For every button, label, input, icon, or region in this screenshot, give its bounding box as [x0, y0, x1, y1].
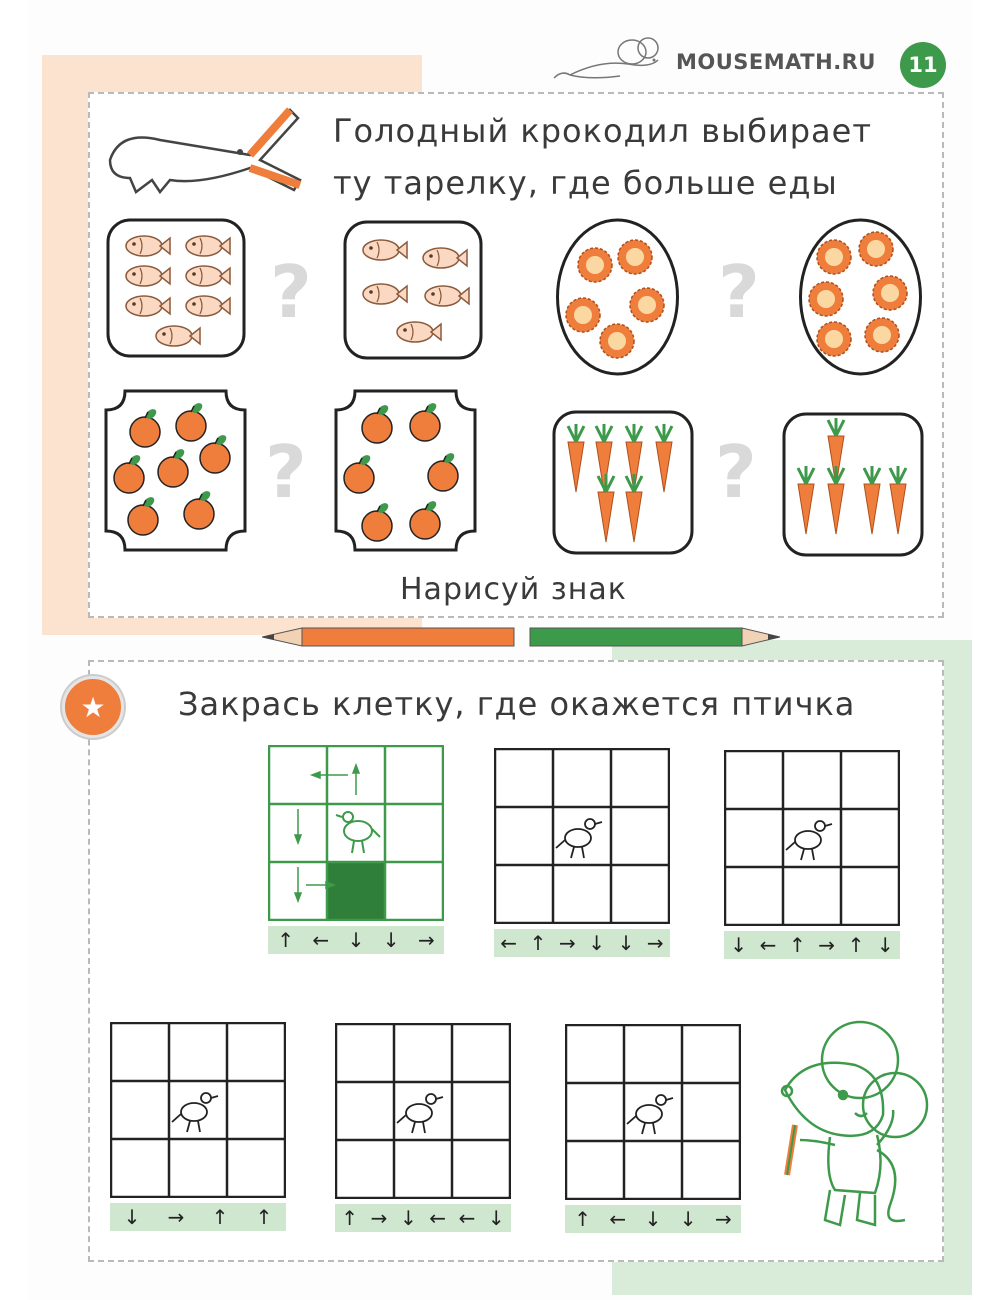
grid-3[interactable]	[724, 750, 900, 926]
arrow-strip-5	[335, 1204, 511, 1232]
site-label: MOUSEMATH.RU	[676, 50, 876, 74]
strip-arrow: ↑	[341, 1206, 359, 1230]
strip-arrow: →	[417, 928, 435, 952]
strip-arrow: ↓	[487, 1206, 505, 1230]
grid-4[interactable]	[110, 1022, 286, 1198]
grid-6[interactable]	[565, 1024, 741, 1200]
strip-arrow: ←	[500, 931, 518, 955]
strip-arrow: ↑	[211, 1205, 229, 1229]
strip-arrow: ↓	[617, 931, 635, 955]
mouse-with-pencil-icon	[765, 1015, 935, 1240]
arrow-strip-example	[268, 926, 444, 954]
grid-2[interactable]	[494, 748, 670, 924]
grid-example	[268, 745, 444, 921]
strip-arrow: ↑	[788, 933, 806, 957]
strip-arrow: ↓	[730, 933, 748, 957]
strip-arrow: ↑	[847, 933, 865, 957]
strip-arrow: ←	[458, 1206, 476, 1230]
plate-tomato-6	[333, 388, 478, 553]
plate-fish-7	[106, 218, 246, 358]
strip-arrow: ↓	[399, 1206, 417, 1230]
arrow-strip-3	[724, 931, 900, 959]
strip-arrow: →	[558, 931, 576, 955]
strip-arrow: ↓	[382, 928, 400, 952]
strip-arrow: ↑	[255, 1205, 273, 1229]
crocodile-icon	[100, 100, 310, 195]
strip-arrow: ↓	[679, 1207, 697, 1231]
strip-arrow: →	[167, 1205, 185, 1229]
strip-arrow: →	[370, 1206, 388, 1230]
task1-instruction-line2: ту тарелку, где больше еды	[333, 164, 838, 202]
mouse-lying-icon	[550, 30, 670, 85]
strip-arrow: ↑	[277, 928, 294, 952]
pencils-divider	[262, 622, 782, 652]
question-mark-3: ?	[265, 430, 307, 514]
plate-cookie-5	[555, 217, 680, 377]
task1-instruction-line1: Голодный крокодил выбирает	[333, 112, 872, 150]
page-number-badge: 11	[900, 42, 946, 88]
strip-arrow: ↓	[588, 931, 606, 955]
strip-arrow: ↑	[529, 931, 547, 955]
strip-arrow: ←	[609, 1207, 627, 1231]
question-mark-2: ?	[718, 250, 760, 334]
plate-cookie-6	[798, 217, 923, 377]
plate-carrot-6	[552, 410, 694, 555]
question-mark-4: ?	[715, 430, 757, 514]
grid-5[interactable]	[335, 1023, 511, 1199]
strip-arrow: ←	[429, 1206, 447, 1230]
arrow-strip-4	[110, 1203, 286, 1231]
strip-arrow: ↓	[644, 1207, 662, 1231]
plate-fish-5	[343, 220, 483, 360]
strip-arrow: →	[818, 933, 836, 957]
arrow-strip-2	[494, 929, 670, 957]
task1-footer: Нарисуй знак	[400, 572, 627, 607]
star-icon: ★	[62, 676, 124, 738]
plate-tomato-7	[103, 388, 248, 553]
task2-instruction: Закрась клетку, где окажется птичка	[178, 685, 856, 723]
strip-arrow: ↑	[574, 1207, 591, 1231]
question-mark-1: ?	[270, 250, 312, 334]
strip-arrow: ←	[312, 928, 330, 952]
plate-carrot-5	[782, 412, 924, 557]
strip-arrow: →	[646, 931, 664, 955]
strip-arrow: ↓	[347, 928, 365, 952]
strip-arrow: →	[714, 1207, 732, 1231]
arrow-strip-6	[565, 1205, 741, 1233]
strip-arrow: ↓	[876, 933, 894, 957]
strip-arrow: ↓	[123, 1205, 141, 1229]
strip-arrow: ←	[759, 933, 777, 957]
